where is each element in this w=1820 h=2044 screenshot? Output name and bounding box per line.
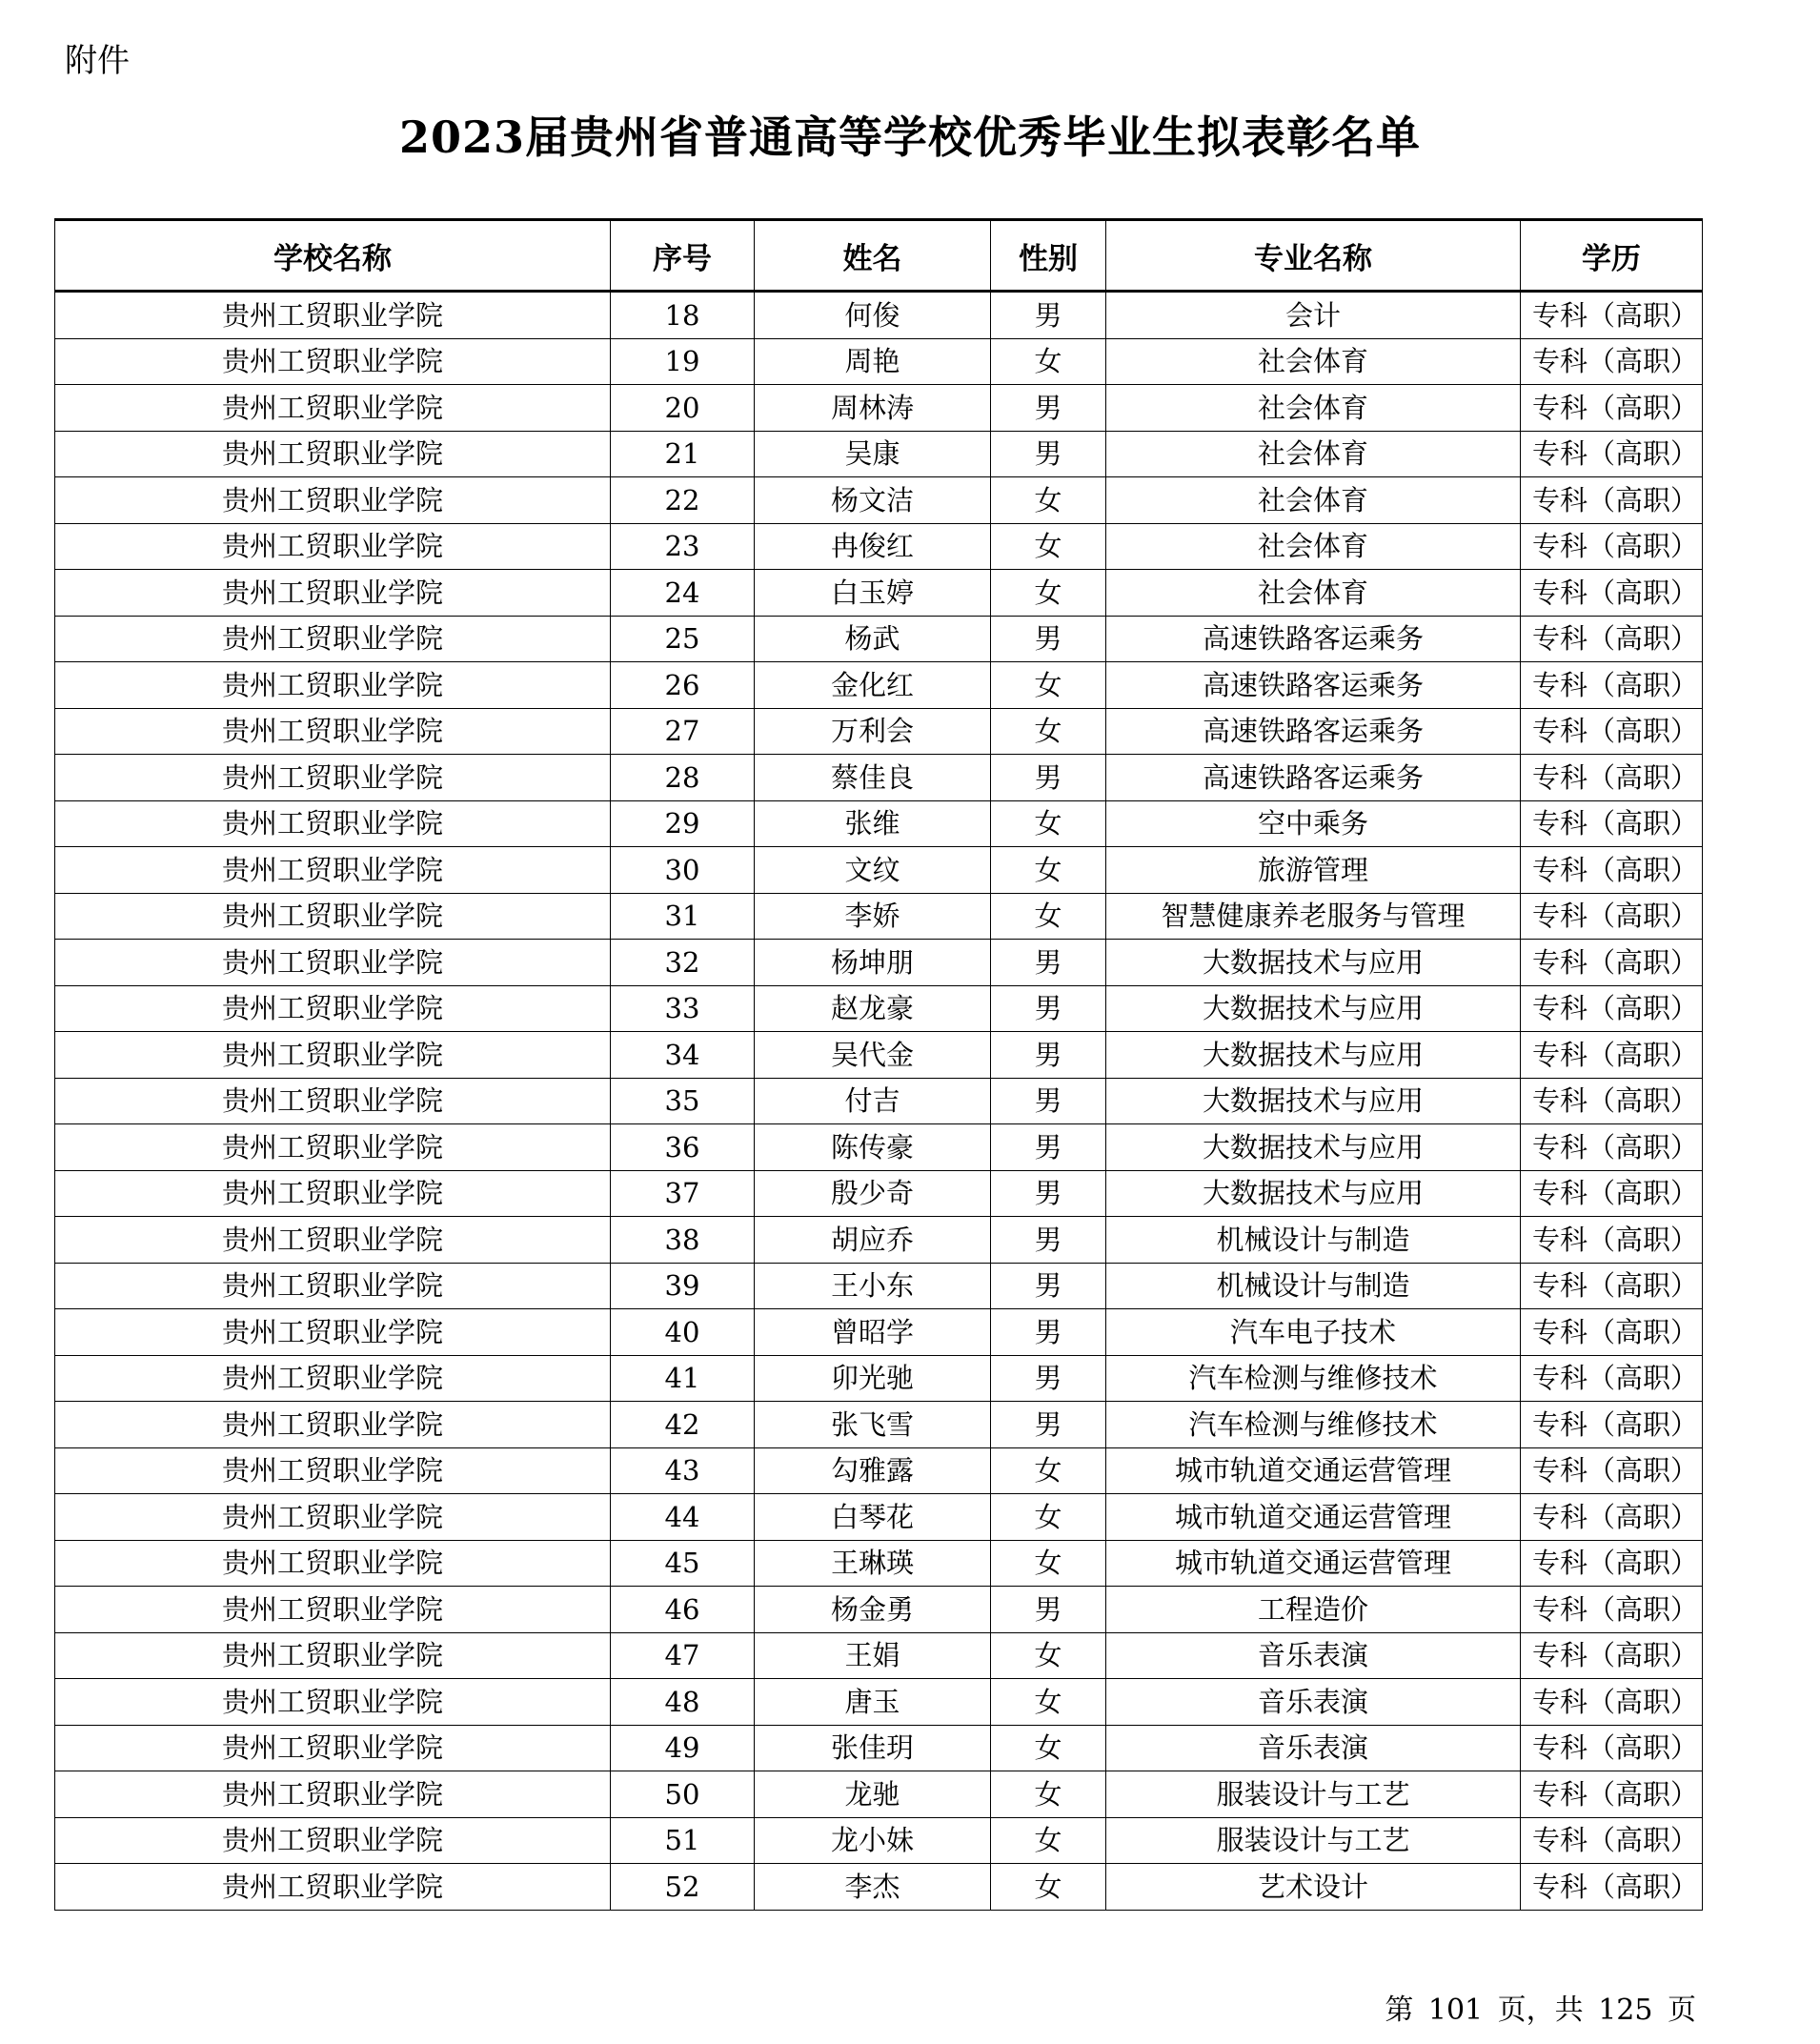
major-cell: 音乐表演 [1106,1679,1521,1726]
school-cell: 贵州工贸职业学院 [55,1032,611,1079]
gender-cell: 女 [991,338,1106,385]
degree-cell: 专科（高职） [1521,1263,1703,1309]
table-row [55,1817,1703,1864]
table-row [55,1402,1703,1448]
serial-cell: 26 [611,662,755,709]
serial-cell: 48 [611,1679,755,1726]
table-row [55,1447,1703,1494]
serial-cell: 34 [611,1032,755,1079]
serial-cell: 31 [611,893,755,940]
name-cell: 金化红 [755,662,991,709]
degree-cell: 专科（高职） [1521,1494,1703,1541]
column-header-name: 姓名 [755,220,991,292]
degree-cell: 专科（高职） [1521,755,1703,801]
school-cell: 贵州工贸职业学院 [55,1864,611,1911]
name-cell: 付吉 [755,1078,991,1124]
school-cell: 贵州工贸职业学院 [55,1263,611,1309]
name-cell: 殷少奇 [755,1170,991,1217]
degree-cell: 专科（高职） [1521,1124,1703,1171]
major-cell: 大数据技术与应用 [1106,940,1521,986]
degree-cell: 专科（高职） [1521,1402,1703,1448]
degree-cell: 专科（高职） [1521,708,1703,755]
table-row [55,1263,1703,1309]
name-cell: 文纹 [755,847,991,894]
gender-cell: 男 [991,292,1106,339]
gender-cell: 女 [991,1725,1106,1771]
table-row [55,385,1703,432]
serial-cell: 43 [611,1447,755,1494]
school-cell: 贵州工贸职业学院 [55,893,611,940]
serial-cell: 27 [611,708,755,755]
gender-cell: 男 [991,1124,1106,1171]
serial-cell: 46 [611,1587,755,1633]
school-cell: 贵州工贸职业学院 [55,1217,611,1264]
degree-cell: 专科（高职） [1521,800,1703,847]
gender-cell: 女 [991,1632,1106,1679]
major-cell: 服装设计与工艺 [1106,1817,1521,1864]
honoree-table [54,218,1703,1911]
name-cell: 龙驰 [755,1771,991,1818]
serial-cell: 33 [611,985,755,1032]
gender-cell: 男 [991,1355,1106,1402]
degree-cell: 专科（高职） [1521,616,1703,662]
school-cell: 贵州工贸职业学院 [55,385,611,432]
gender-cell: 女 [991,477,1106,524]
table-row [55,292,1703,339]
major-cell: 社会体育 [1106,477,1521,524]
gender-cell: 男 [991,616,1106,662]
gender-cell: 女 [991,662,1106,709]
major-cell: 机械设计与制造 [1106,1217,1521,1264]
name-cell: 陈传豪 [755,1124,991,1171]
table-row [55,1679,1703,1726]
gender-cell: 男 [991,1032,1106,1079]
serial-cell: 28 [611,755,755,801]
name-cell: 杨武 [755,616,991,662]
page-number: 第 101 页，共 125 页 [1385,1993,1696,2027]
column-header-gender: 性别 [991,220,1106,292]
name-cell: 张飞雪 [755,1402,991,1448]
column-header-degree: 学历 [1521,220,1703,292]
serial-cell: 38 [611,1217,755,1264]
table-row [55,662,1703,709]
serial-cell: 42 [611,1402,755,1448]
name-cell: 勾雅露 [755,1447,991,1494]
serial-cell: 30 [611,847,755,894]
serial-cell: 51 [611,1817,755,1864]
name-cell: 蔡佳良 [755,755,991,801]
gender-cell: 男 [991,1263,1106,1309]
school-cell: 贵州工贸职业学院 [55,523,611,570]
table-row [55,847,1703,894]
name-cell: 李娇 [755,893,991,940]
table-header [55,220,1703,292]
degree-cell: 专科（高职） [1521,1540,1703,1587]
school-cell: 贵州工贸职业学院 [55,1494,611,1541]
serial-cell: 40 [611,1309,755,1356]
table-row [55,1540,1703,1587]
major-cell: 工程造价 [1106,1587,1521,1633]
name-cell: 周林涛 [755,385,991,432]
attachment-label: 附件 [65,42,130,80]
serial-cell: 47 [611,1632,755,1679]
degree-cell: 专科（高职） [1521,523,1703,570]
serial-cell: 18 [611,292,755,339]
degree-cell: 专科（高职） [1521,940,1703,986]
table-row [55,1864,1703,1911]
degree-cell: 专科（高职） [1521,1725,1703,1771]
major-cell: 社会体育 [1106,431,1521,477]
table-row [55,985,1703,1032]
name-cell: 杨金勇 [755,1587,991,1633]
major-cell: 空中乘务 [1106,800,1521,847]
degree-cell: 专科（高职） [1521,985,1703,1032]
table-row [55,1587,1703,1633]
serial-cell: 39 [611,1263,755,1309]
table-row [55,1217,1703,1264]
major-cell: 汽车电子技术 [1106,1309,1521,1356]
school-cell: 贵州工贸职业学院 [55,292,611,339]
name-cell: 何俊 [755,292,991,339]
major-cell: 智慧健康养老服务与管理 [1106,893,1521,940]
school-cell: 贵州工贸职业学院 [55,755,611,801]
degree-cell: 专科（高职） [1521,1355,1703,1402]
major-cell: 服装设计与工艺 [1106,1771,1521,1818]
major-cell: 高速铁路客运乘务 [1106,616,1521,662]
school-cell: 贵州工贸职业学院 [55,338,611,385]
degree-cell: 专科（高职） [1521,1217,1703,1264]
name-cell: 胡应乔 [755,1217,991,1264]
serial-cell: 52 [611,1864,755,1911]
table-row [55,1078,1703,1124]
degree-cell: 专科（高职） [1521,570,1703,617]
school-cell: 贵州工贸职业学院 [55,800,611,847]
gender-cell: 男 [991,940,1106,986]
major-cell: 大数据技术与应用 [1106,1032,1521,1079]
gender-cell: 女 [991,570,1106,617]
serial-cell: 29 [611,800,755,847]
serial-cell: 24 [611,570,755,617]
name-cell: 杨坤朋 [755,940,991,986]
serial-cell: 20 [611,385,755,432]
table-row [55,523,1703,570]
degree-cell: 专科（高职） [1521,1078,1703,1124]
major-cell: 社会体育 [1106,385,1521,432]
major-cell: 机械设计与制造 [1106,1263,1521,1309]
gender-cell: 男 [991,1402,1106,1448]
serial-cell: 22 [611,477,755,524]
degree-cell: 专科（高职） [1521,1864,1703,1911]
name-cell: 吴代金 [755,1032,991,1079]
name-cell: 张维 [755,800,991,847]
gender-cell: 男 [991,1587,1106,1633]
major-cell: 社会体育 [1106,338,1521,385]
gender-cell: 男 [991,1078,1106,1124]
serial-cell: 45 [611,1540,755,1587]
school-cell: 贵州工贸职业学院 [55,1078,611,1124]
school-cell: 贵州工贸职业学院 [55,1632,611,1679]
degree-cell: 专科（高职） [1521,662,1703,709]
name-cell: 李杰 [755,1864,991,1911]
table-row [55,1494,1703,1541]
gender-cell: 女 [991,523,1106,570]
gender-cell: 女 [991,1817,1106,1864]
major-cell: 会计 [1106,292,1521,339]
degree-cell: 专科（高职） [1521,1170,1703,1217]
school-cell: 贵州工贸职业学院 [55,616,611,662]
header-row [55,220,1703,292]
major-cell: 汽车检测与维修技术 [1106,1355,1521,1402]
school-cell: 贵州工贸职业学院 [55,1771,611,1818]
degree-cell: 专科（高职） [1521,1587,1703,1633]
serial-cell: 23 [611,523,755,570]
major-cell: 音乐表演 [1106,1725,1521,1771]
serial-cell: 49 [611,1725,755,1771]
table-row [55,1309,1703,1356]
table-row [55,1124,1703,1171]
name-cell: 冉俊红 [755,523,991,570]
gender-cell: 女 [991,1679,1106,1726]
major-cell: 社会体育 [1106,570,1521,617]
document-title: 2023届贵州省普通高等学校优秀毕业生拟表彰名单 [398,111,1422,163]
serial-cell: 41 [611,1355,755,1402]
school-cell: 贵州工贸职业学院 [55,847,611,894]
gender-cell: 男 [991,1309,1106,1356]
serial-cell: 37 [611,1170,755,1217]
name-cell: 王娟 [755,1632,991,1679]
name-cell: 吴康 [755,431,991,477]
gender-cell: 女 [991,1447,1106,1494]
gender-cell: 男 [991,385,1106,432]
gender-cell: 男 [991,431,1106,477]
name-cell: 杨文洁 [755,477,991,524]
major-cell: 汽车检测与维修技术 [1106,1402,1521,1448]
name-cell: 白琴花 [755,1494,991,1541]
school-cell: 贵州工贸职业学院 [55,1447,611,1494]
school-cell: 贵州工贸职业学院 [55,1679,611,1726]
degree-cell: 专科（高职） [1521,1309,1703,1356]
school-cell: 贵州工贸职业学院 [55,1540,611,1587]
school-cell: 贵州工贸职业学院 [55,985,611,1032]
school-cell: 贵州工贸职业学院 [55,1124,611,1171]
serial-cell: 50 [611,1771,755,1818]
name-cell: 白玉婷 [755,570,991,617]
table-row [55,570,1703,617]
school-cell: 贵州工贸职业学院 [55,708,611,755]
school-cell: 贵州工贸职业学院 [55,1587,611,1633]
gender-cell: 女 [991,1864,1106,1911]
table-row [55,1632,1703,1679]
serial-cell: 21 [611,431,755,477]
name-cell: 万利会 [755,708,991,755]
school-cell: 贵州工贸职业学院 [55,477,611,524]
degree-cell: 专科（高职） [1521,893,1703,940]
serial-cell: 25 [611,616,755,662]
gender-cell: 男 [991,985,1106,1032]
serial-cell: 35 [611,1078,755,1124]
name-cell: 王小东 [755,1263,991,1309]
name-cell: 唐玉 [755,1679,991,1726]
serial-cell: 32 [611,940,755,986]
major-cell: 高速铁路客运乘务 [1106,755,1521,801]
school-cell: 贵州工贸职业学院 [55,1309,611,1356]
table-row [55,708,1703,755]
degree-cell: 专科（高职） [1521,385,1703,432]
degree-cell: 专科（高职） [1521,1771,1703,1818]
gender-cell: 女 [991,893,1106,940]
serial-cell: 44 [611,1494,755,1541]
table-row [55,477,1703,524]
degree-cell: 专科（高职） [1521,1679,1703,1726]
gender-cell: 女 [991,1540,1106,1587]
major-cell: 旅游管理 [1106,847,1521,894]
table-row [55,755,1703,801]
name-cell: 曾昭学 [755,1309,991,1356]
gender-cell: 女 [991,1494,1106,1541]
table-body [55,292,1703,1911]
school-cell: 贵州工贸职业学院 [55,1170,611,1217]
degree-cell: 专科（高职） [1521,1632,1703,1679]
table-row [55,1355,1703,1402]
column-header-major: 专业名称 [1106,220,1521,292]
serial-cell: 19 [611,338,755,385]
degree-cell: 专科（高职） [1521,847,1703,894]
table-row [55,431,1703,477]
school-cell: 贵州工贸职业学院 [55,662,611,709]
school-cell: 贵州工贸职业学院 [55,1402,611,1448]
major-cell: 高速铁路客运乘务 [1106,708,1521,755]
major-cell: 高速铁路客运乘务 [1106,662,1521,709]
gender-cell: 女 [991,1771,1106,1818]
major-cell: 大数据技术与应用 [1106,1078,1521,1124]
column-header-school: 学校名称 [55,220,611,292]
serial-cell: 36 [611,1124,755,1171]
gender-cell: 女 [991,847,1106,894]
column-header-serial: 序号 [611,220,755,292]
degree-cell: 专科（高职） [1521,1032,1703,1079]
table-row [55,338,1703,385]
major-cell: 城市轨道交通运营管理 [1106,1540,1521,1587]
major-cell: 大数据技术与应用 [1106,1170,1521,1217]
degree-cell: 专科（高职） [1521,431,1703,477]
table-row [55,1032,1703,1079]
major-cell: 城市轨道交通运营管理 [1106,1447,1521,1494]
table-row [55,1170,1703,1217]
table-row [55,1725,1703,1771]
gender-cell: 男 [991,1170,1106,1217]
major-cell: 大数据技术与应用 [1106,985,1521,1032]
name-cell: 卯光驰 [755,1355,991,1402]
gender-cell: 女 [991,800,1106,847]
major-cell: 大数据技术与应用 [1106,1124,1521,1171]
major-cell: 城市轨道交通运营管理 [1106,1494,1521,1541]
gender-cell: 女 [991,708,1106,755]
degree-cell: 专科（高职） [1521,1447,1703,1494]
table-row [55,800,1703,847]
school-cell: 贵州工贸职业学院 [55,570,611,617]
gender-cell: 男 [991,1217,1106,1264]
degree-cell: 专科（高职） [1521,477,1703,524]
major-cell: 艺术设计 [1106,1864,1521,1911]
degree-cell: 专科（高职） [1521,292,1703,339]
name-cell: 周艳 [755,338,991,385]
school-cell: 贵州工贸职业学院 [55,940,611,986]
school-cell: 贵州工贸职业学院 [55,1355,611,1402]
name-cell: 张佳玥 [755,1725,991,1771]
table-row [55,1771,1703,1818]
major-cell: 音乐表演 [1106,1632,1521,1679]
table-row [55,616,1703,662]
degree-cell: 专科（高职） [1521,1817,1703,1864]
gender-cell: 男 [991,755,1106,801]
major-cell: 社会体育 [1106,523,1521,570]
school-cell: 贵州工贸职业学院 [55,1817,611,1864]
table-row [55,940,1703,986]
school-cell: 贵州工贸职业学院 [55,431,611,477]
name-cell: 赵龙豪 [755,985,991,1032]
table-row [55,893,1703,940]
degree-cell: 专科（高职） [1521,338,1703,385]
name-cell: 王琳瑛 [755,1540,991,1587]
name-cell: 龙小妹 [755,1817,991,1864]
school-cell: 贵州工贸职业学院 [55,1725,611,1771]
